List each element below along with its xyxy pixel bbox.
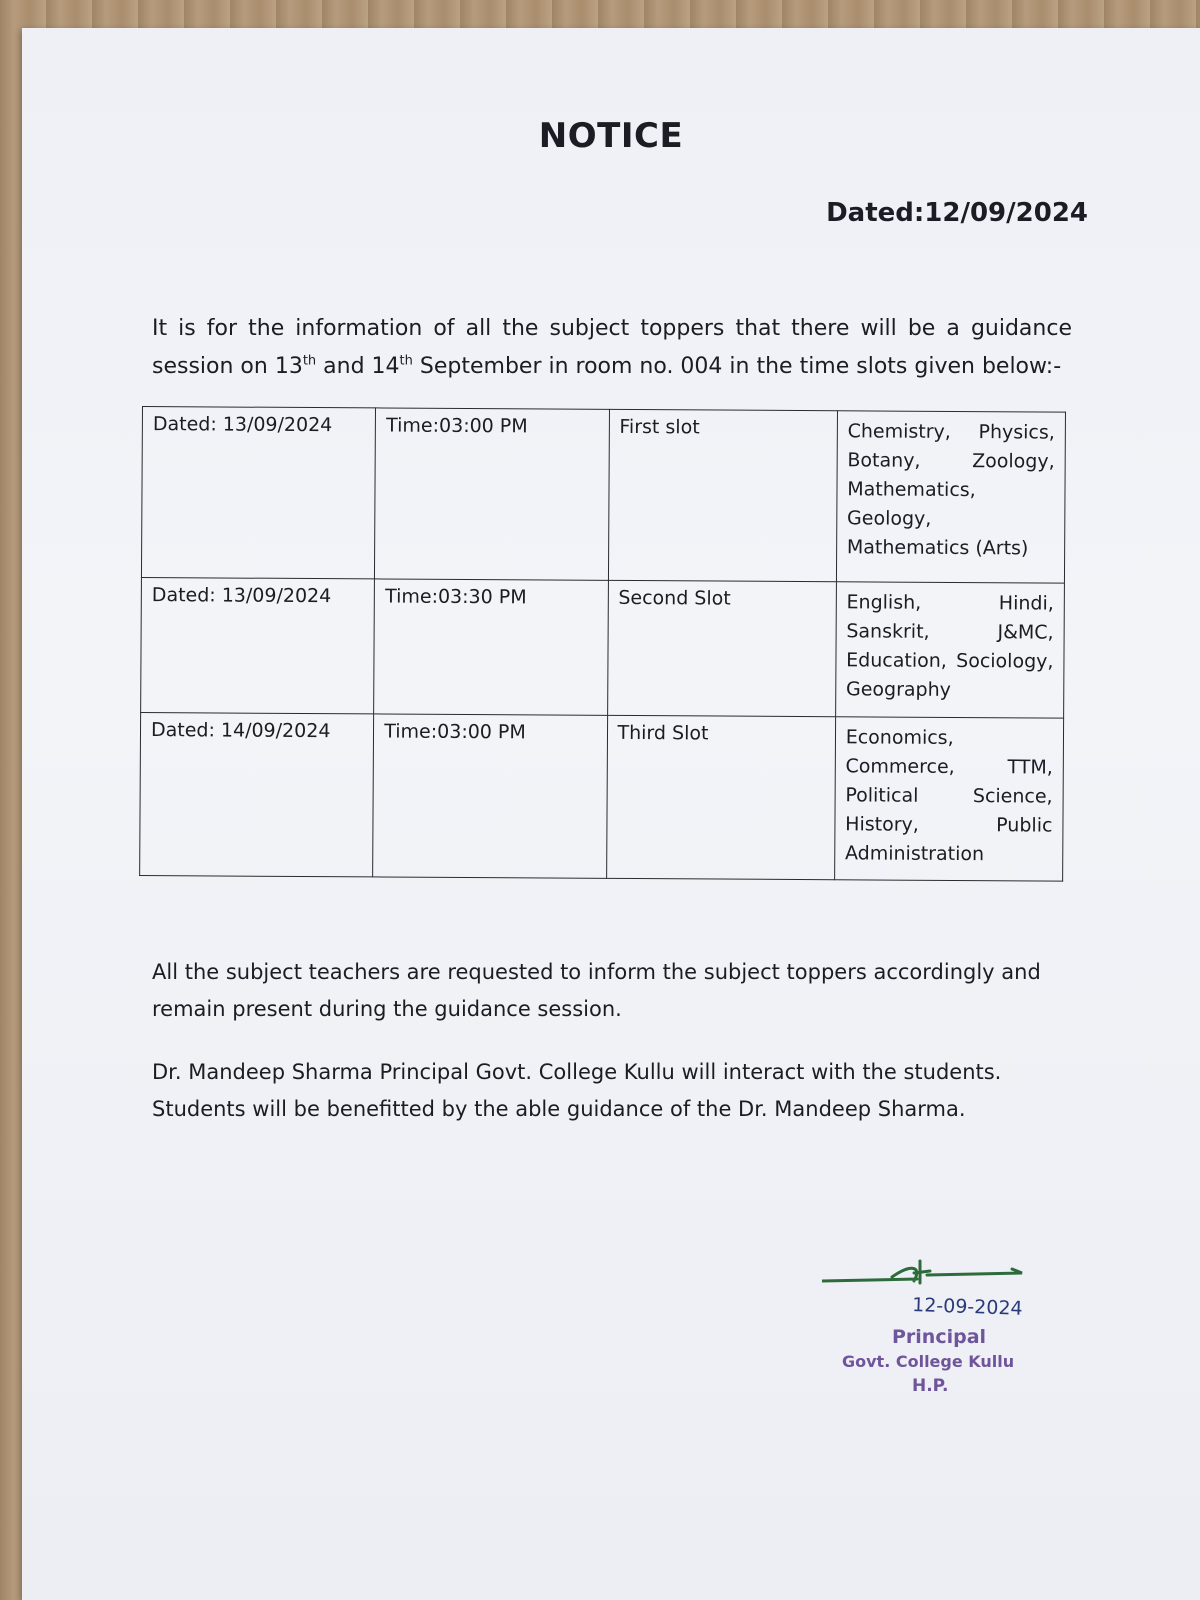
slot-cell: Third Slot [606,715,835,879]
subjects-cell: English, Hindi, Sanskrit, J&MC, Education, Sociology, Geography [835,582,1064,718]
table-row [141,577,1065,718]
notice-paper [22,28,1200,1600]
signature-stamp [822,1233,1102,1413]
stamp-line-2: Govt. College Kullu [842,1352,1015,1371]
intro-text-2: and 14 [316,354,400,379]
time-cell: Time:03:30 PM [374,579,608,715]
slot-cell: Second Slot [607,580,836,716]
intro-paragraph [152,310,1072,386]
schedule-table [139,406,1066,882]
time-cell: Time:03:00 PM [375,408,609,580]
date-cell: Dated: 13/09/2024 [141,577,375,713]
notice-date: Dated:12/09/2024 [826,198,1088,228]
intro-sup-1: th [302,353,317,369]
time-cell: Time:03:00 PM [373,714,607,878]
intro-text-1: It is for the information of all the subject toppers that there will be a guidance session on 13 [152,316,1072,379]
date-cell: Dated: 14/09/2024 [140,712,374,876]
stamp-line-3: H.P. [912,1376,949,1396]
teachers-paragraph: All the subject teachers are requested to inform the subject toppers accordingly and remain present during the guidance session. [152,960,1041,1021]
principal-paragraph: Dr. Mandeep Sharma Principal Govt. College Kullu will interact with the students. Students will be benefitted by the able guidance of the Dr. Mandeep Sharma. [152,1060,1002,1121]
intro-text-3: September in room no. 004 in the time slots given below:- [412,354,1062,379]
signature-stroke [822,1261,1022,1283]
notice-title: NOTICE [538,116,684,156]
stamp-line-1: Principal [892,1326,987,1348]
subjects-cell: Economics, Commerce, TTM, Political Science, History, Public Administration [834,717,1063,881]
date-cell: Dated: 13/09/2024 [141,407,375,579]
handwritten-date: 12-09-2024 [911,1294,1023,1320]
table-row [141,407,1065,584]
table-row [140,712,1064,881]
subjects-cell: Chemistry, Physics, Botany, Zoology, Mathematics, Geology, Mathematics (Arts) [836,411,1065,583]
intro-sup-2: th [399,353,413,369]
slot-cell: First slot [608,409,837,581]
